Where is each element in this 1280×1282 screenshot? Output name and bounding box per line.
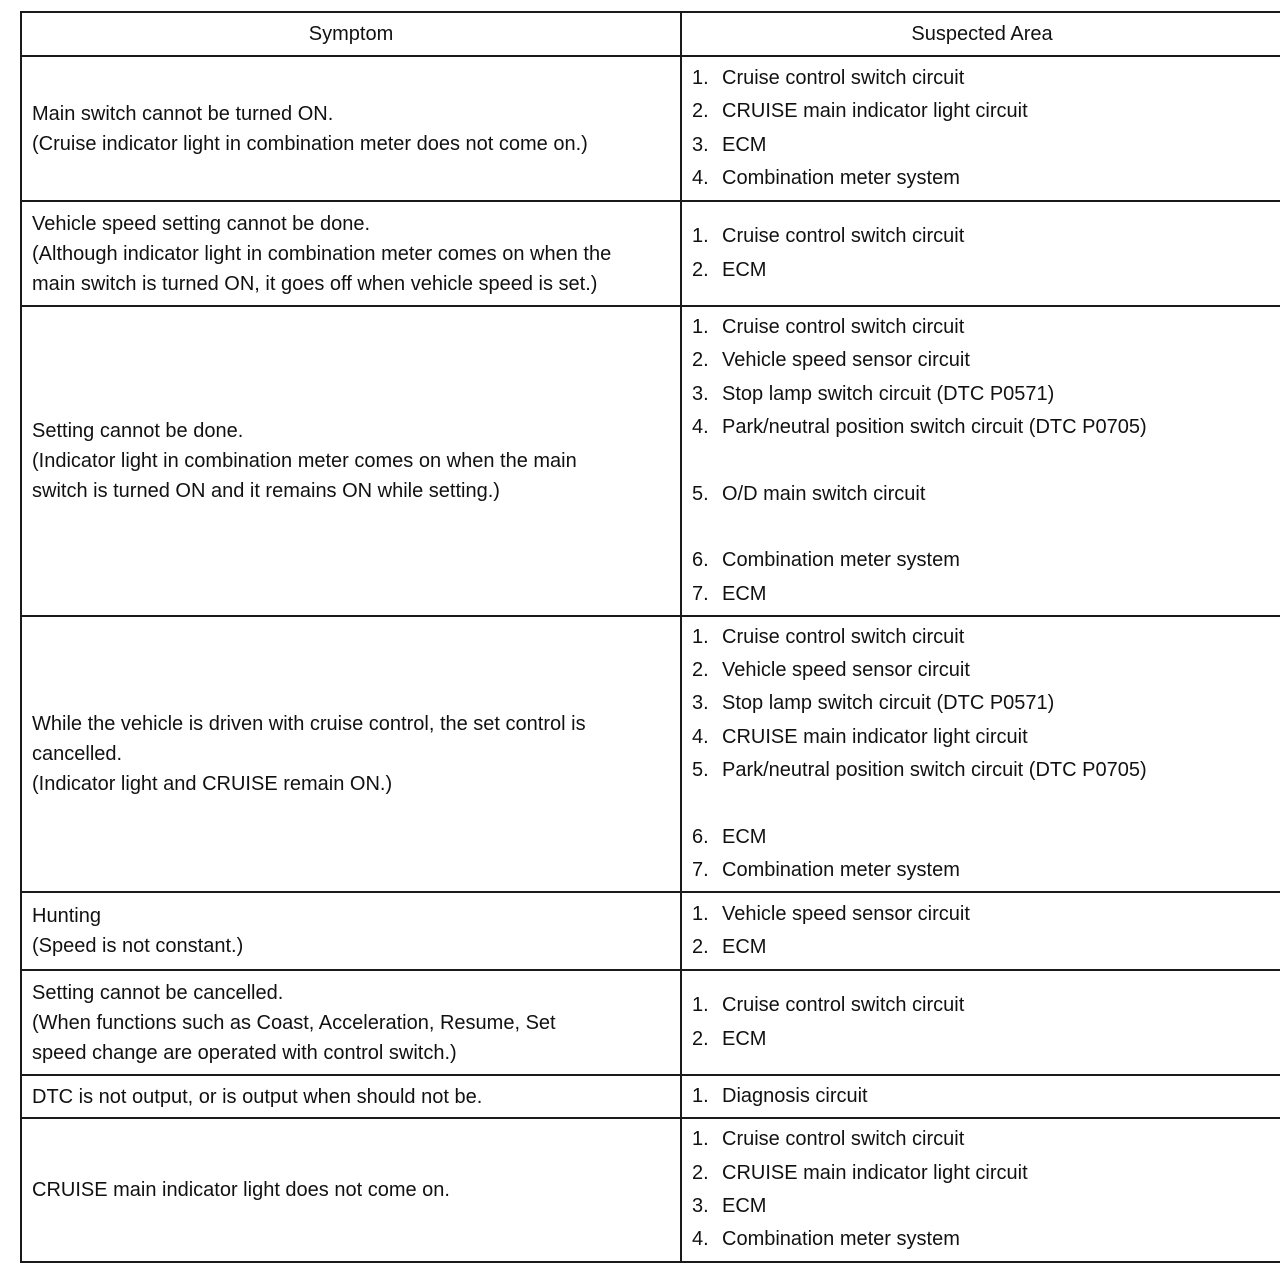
suspected-area-cell bbox=[681, 970, 1280, 1075]
suspected-area-cell bbox=[681, 306, 1280, 616]
list-item: 3. ECM bbox=[692, 133, 767, 156]
list-item: 2. ECM bbox=[692, 1027, 767, 1050]
symptom-line: DTC is not output, or is output when should not be. bbox=[32, 1085, 483, 1108]
symptom-line: speed change are operated with control switch.) bbox=[32, 1041, 457, 1064]
suspected-area-cell bbox=[681, 1075, 1280, 1118]
header-symptom: Symptom bbox=[21, 12, 681, 56]
symptom-cell bbox=[21, 1118, 681, 1262]
list-item: 2. ECM bbox=[692, 936, 767, 958]
symptom-line: (Speed is not constant.) bbox=[32, 935, 244, 957]
symptom-line: Setting cannot be cancelled. bbox=[32, 981, 284, 1004]
list-item: 1. Vehicle speed sensor circuit bbox=[692, 902, 970, 925]
header-suspected-area: Suspected Area bbox=[681, 12, 1280, 56]
list-item: 3. ECM bbox=[692, 1195, 767, 1217]
suspected-area-cell bbox=[681, 1118, 1280, 1262]
suspected-area-table bbox=[20, 11, 1280, 1263]
list-item: 1. Cruise control switch circuit bbox=[692, 994, 965, 1017]
list-item: 2. CRUISE main indicator light circuit bbox=[692, 1161, 1028, 1184]
list-item: 7. Combination meter system bbox=[692, 858, 960, 881]
list-item: 5. O/D main switch circuit bbox=[692, 482, 926, 505]
list-item: 1. Diagnosis circuit bbox=[692, 1084, 868, 1107]
table-row bbox=[21, 1118, 1280, 1262]
list-item: 1. Cruise control switch circuit bbox=[692, 225, 965, 248]
list-spacer bbox=[692, 511, 1272, 544]
list-item: 1. Cruise control switch circuit bbox=[692, 625, 965, 648]
list-spacer bbox=[692, 444, 1272, 477]
suspected-area-cell bbox=[681, 892, 1280, 970]
symptom-cell bbox=[21, 56, 681, 201]
list-item: 3. Stop lamp switch circuit (DTC P0571) bbox=[692, 692, 1055, 715]
symptom-line: Main switch cannot be turned ON. bbox=[32, 102, 334, 125]
suspected-area-cell bbox=[681, 201, 1280, 306]
table-row bbox=[21, 306, 1280, 616]
list-item: 3. Stop lamp switch circuit (DTC P0571) bbox=[692, 382, 1055, 405]
symptom-cell bbox=[21, 970, 681, 1075]
symptom-line: Hunting bbox=[32, 905, 101, 927]
table-row bbox=[21, 970, 1280, 1075]
symptom-line: (Indicator light in combination meter comes on when the main bbox=[32, 450, 577, 472]
list-item: 2. Vehicle speed sensor circuit bbox=[692, 659, 970, 682]
table-row bbox=[21, 616, 1280, 892]
symptom-cell bbox=[21, 201, 681, 306]
symptom-line: (When functions such as Coast, Acceleration, Resume, Set bbox=[32, 1011, 556, 1034]
symptom-cell bbox=[21, 1075, 681, 1118]
symptom-cell bbox=[21, 306, 681, 616]
list-spacer bbox=[692, 787, 1272, 820]
symptom-line: (Indicator light and CRUISE remain ON.) bbox=[32, 773, 393, 795]
list-item: 4. Combination meter system bbox=[692, 1228, 960, 1251]
list-item: 2. Vehicle speed sensor circuit bbox=[692, 349, 970, 372]
list-item: 1. Cruise control switch circuit bbox=[692, 316, 965, 339]
list-item: 2. ECM bbox=[692, 258, 767, 281]
list-item: 1. Cruise control switch circuit bbox=[692, 1128, 965, 1151]
table-row bbox=[21, 892, 1280, 970]
list-item: 6. Combination meter system bbox=[692, 549, 960, 572]
suspected-area-cell bbox=[681, 56, 1280, 201]
table-header-row bbox=[21, 12, 1280, 56]
list-item: 6. ECM bbox=[692, 825, 767, 848]
symptom-line: Setting cannot be done. bbox=[32, 420, 244, 442]
symptom-line: switch is turned ON and it remains ON while setting.) bbox=[32, 480, 500, 502]
symptom-line: Vehicle speed setting cannot be done. bbox=[32, 212, 371, 235]
suspected-area-cell bbox=[681, 616, 1280, 892]
symptom-line: CRUISE main indicator light does not come on. bbox=[32, 1179, 450, 1201]
symptom-line: (Although indicator light in combination meter comes on when the bbox=[32, 242, 612, 265]
list-item: 5. Park/neutral position switch circuit (DTC P0705) bbox=[692, 759, 1147, 781]
table-row bbox=[21, 1075, 1280, 1118]
symptom-line: (Cruise indicator light in combination meter does not come on.) bbox=[32, 132, 588, 155]
list-item: 2. CRUISE main indicator light circuit bbox=[692, 100, 1028, 123]
symptom-cell bbox=[21, 892, 681, 970]
symptom-line: While the vehicle is driven with cruise control, the set control is bbox=[32, 713, 586, 735]
list-item: 7. ECM bbox=[692, 582, 767, 605]
list-item: 4. CRUISE main indicator light circuit bbox=[692, 725, 1028, 748]
table-row bbox=[21, 56, 1280, 201]
list-item: 4. Park/neutral position switch circuit (DTC P0705) bbox=[692, 416, 1147, 439]
list-item: 1. Cruise control switch circuit bbox=[692, 66, 965, 89]
symptom-line: cancelled. bbox=[32, 743, 123, 765]
symptom-cell bbox=[21, 616, 681, 892]
table-row bbox=[21, 201, 1280, 306]
list-item: 4. Combination meter system bbox=[692, 166, 960, 189]
symptom-line: main switch is turned ON, it goes off when vehicle speed is set.) bbox=[32, 272, 598, 295]
